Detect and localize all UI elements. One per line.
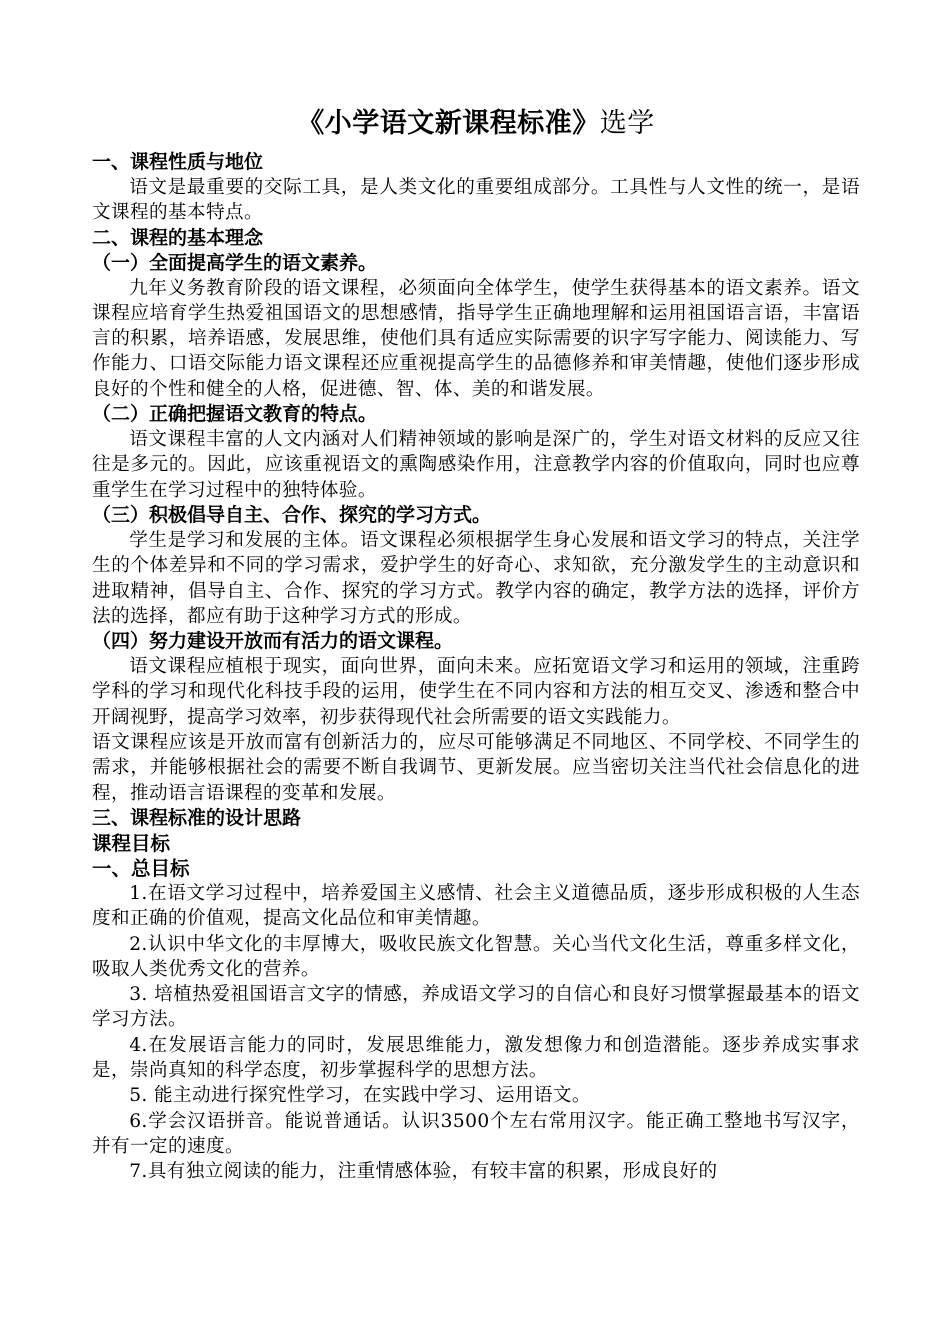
page-title (92, 100, 860, 148)
document-page (92, 100, 860, 1185)
title-suffix: 选学 (599, 108, 655, 139)
paragraph: 语文课程应植根于现实，面向世界，面向未来。应拓宽语文学习和运用的领域，注重跨学科的学习和现代化科技手段的运用，使学生在不同内容和方法的相互交叉、渗透和整合中开阔视野，提高学习效率，初步获得现代社会所需要的语文实践能力。 (92, 656, 860, 728)
list-item: 7.具有独立阅读的能力，注重情感体验，有较丰富的积累，形成良好的 (129, 1161, 718, 1183)
section-heading: 三、课程标准的设计思路 (92, 806, 302, 829)
subsection-heading: （二）正确把握语文教育的特点。 (92, 403, 378, 426)
list-item: 6.学会汉语拼音。能说普通话。认识3500个左右常用汉字。能正确工整地书写汉字，并有一定的速度。 (92, 1110, 860, 1157)
section-heading: 一、课程性质与地位 (92, 151, 264, 173)
paragraph: 语文课程应该是开放而富有创新活力的，应尽可能够满足不同地区、不同学校、不同学生的需求，并能够根据社会的需要不断自我调节、更新发展。应当密切关注当代社会信息化的进程，推动语言语课程的变革和发展。 (92, 732, 860, 804)
paragraph: 学生是学习和发展的主体。语文课程必须根据学生身心发展和语文学习的特点，关注学生的个体差异和不同的学习需求，爱护学生的好奇心、求知欲，充分激发学生的主动意识和进取精神，倡导自主、合作、探究的学习方式。教学内容的确定，教学方法的选择，评价方法的选择，都应有助于这种学习方式的形成。 (92, 529, 860, 627)
subsection-heading: （四）努力建设开放而有活力的语文课程。 (92, 630, 454, 653)
list-item: 3. 培植热爱祖国语言文字的情感，养成语文学习的自信心和良好习惯掌握最基本的语文学习方法。 (92, 984, 860, 1031)
list-item: 5. 能主动进行探究性学习，在实践中学习、运用语文。 (129, 1085, 591, 1107)
title-main: 《小学语文新课程标准》 (297, 108, 600, 139)
subsection-heading: （一）全面提高学生的语文素养。 (92, 251, 378, 274)
list-item: 1.在语文学习过程中，培养爱国主义感情、社会主义道德品质，逐步形成积极的人生态度和正确的价值观，提高文化品位和审美情趣。 (92, 882, 860, 930)
paragraph: 语文课程丰富的人文内涵对人们精神领域的影响是深广的，学生对语文材料的反应又往往是多元的。因此，应该重视语文的熏陶感染作用，注意教学内容的价值取向，同时也应尊重学生在学习过程中的独特体验。 (92, 429, 860, 501)
list-item: 4.在发展语言能力的同时，发展思维能力，激发想像力和创造潜能。逐步养成实事求是，崇尚真知的科学态度，初步掌握科学的思想方法。 (92, 1034, 860, 1082)
section-heading: 课程目标 (92, 831, 171, 855)
section-heading: 一、总目标 (92, 856, 190, 880)
list-item: 2.认识中华文化的丰厚博大，吸收民族文化智慧。关心当代文化生活，尊重多样文化，吸取人类优秀文化的营养。 (92, 933, 860, 980)
section-heading: 二、课程的基本理念 (92, 226, 264, 249)
paragraph: 九年义务教育阶段的语文课程，必须面向全体学生，使学生获得基本的语文素养。语文课程应培育学生热爱祖国语文的思想感情，指导学生正确地理解和运用祖国语言语，丰富语言的积累，培养语感，发展思维，使他们具有适应实际需要的识字写字能力、阅读能力、写作能力、口语交际能力语文课程还应重视提高学生的品德修养和审美情趣，使他们逐步形成良好的个性和健全的人格，促进德、智、体、美的和谐发展。 (92, 277, 860, 400)
paragraph: 语文是最重要的交际工具，是人类文化的重要组成部分。工具性与人文性的统一，是语文课程的基本特点。 (92, 177, 860, 224)
subsection-heading: （三）积极倡导自主、合作、探究的学习方式。 (92, 503, 492, 526)
